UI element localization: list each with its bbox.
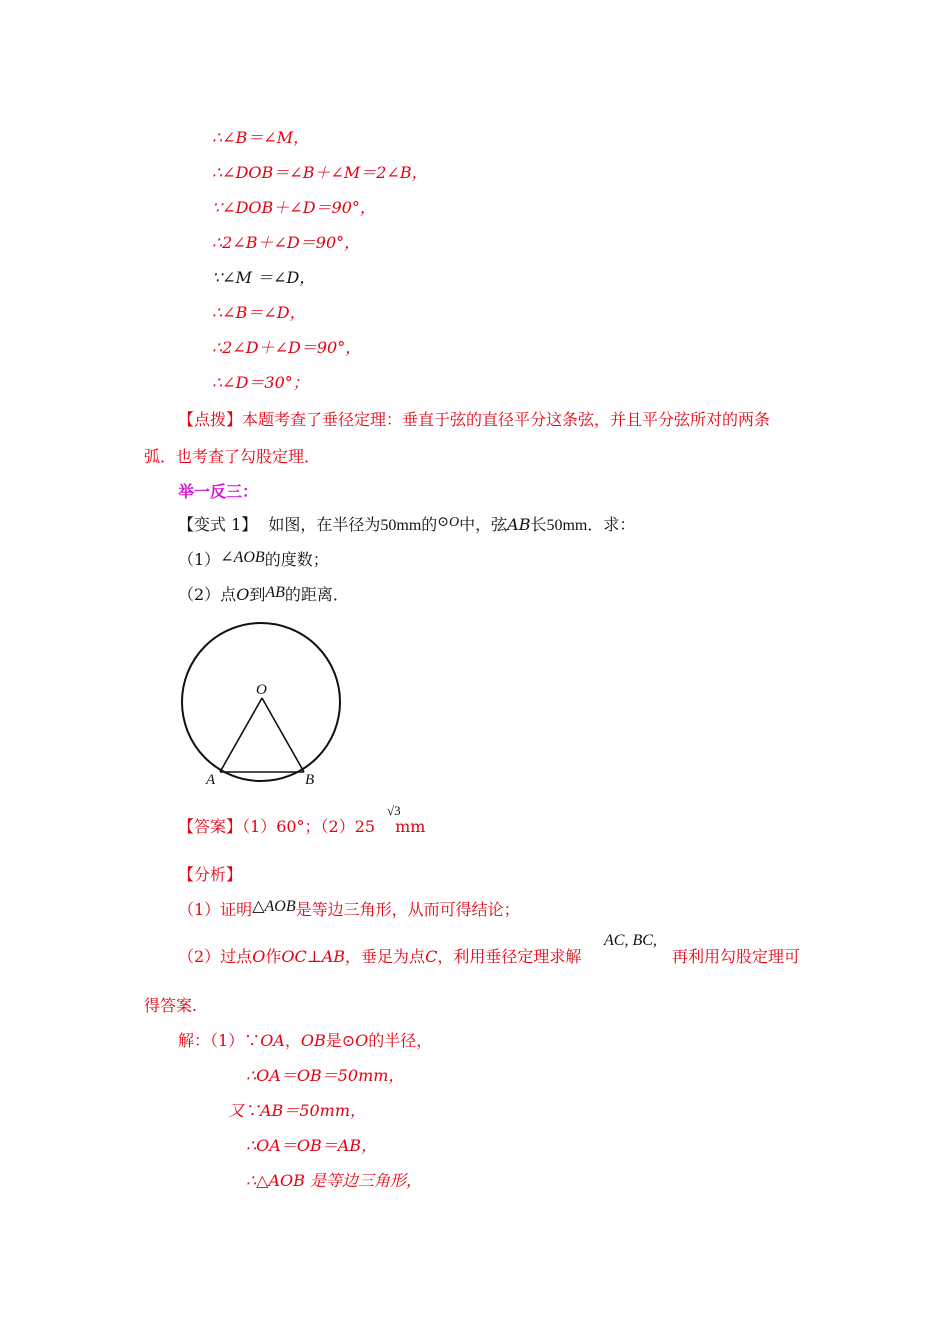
dianbo-tag: 【点拨】 <box>178 410 243 429</box>
q2-segment: AB <box>265 584 285 601</box>
section-title: 举一反三： <box>178 482 259 501</box>
variant-text-e: ．求： <box>587 515 636 534</box>
proof-step-2: ∴∠DOB＝∠B＋∠M＝2∠B， <box>212 163 428 182</box>
segment-ob <box>262 698 304 772</box>
analysis-p2-d: ，利用垂径定理求解 <box>437 947 582 966</box>
analysis-p2-c-point: C <box>425 947 438 966</box>
label-b: B <box>305 772 315 788</box>
variant-text-b: 的 <box>421 515 438 534</box>
variant-text-c: 中，弦 <box>459 515 508 534</box>
analysis-p2-a: （2）过点 <box>178 947 253 966</box>
proof-step-5: ∵∠M ＝∠D， <box>212 268 316 287</box>
analysis-p2 <box>178 947 581 967</box>
solution-step-1 <box>178 1031 432 1051</box>
dianbo-line-2: 弧．也考查了勾股定理． <box>144 447 321 466</box>
solution-step-2: ∴OA＝OB＝50mm， <box>246 1066 405 1085</box>
variant-text-d: 长 <box>530 515 547 534</box>
solution-step-5: ∴△AOB 是等边三角形， <box>246 1171 423 1190</box>
q1-number: （1） <box>178 550 221 569</box>
solution-s1-ob: OB <box>300 1031 326 1050</box>
solution-s1-oa: OA <box>260 1031 285 1050</box>
proof-step-7: ∴2∠D＋∠D＝90°， <box>212 338 362 357</box>
q2-number: （2）点 <box>178 585 237 604</box>
solution-s1-o: O <box>355 1031 369 1050</box>
proof-step-4: ∴2∠B＋∠D＝90°， <box>212 233 361 252</box>
solution-s1-b: 是⊙ <box>325 1031 356 1050</box>
answer-unit: mm <box>395 817 426 836</box>
answer-tag: 【答案】 <box>178 817 243 836</box>
q2-text: 的距离． <box>284 585 349 604</box>
analysis-p1-a: （1）证明 <box>178 900 253 919</box>
label-o: O <box>256 682 267 698</box>
question-2 <box>178 585 349 606</box>
analysis-tag: 【分析】 <box>178 865 243 884</box>
solution-s1-c: 的半径， <box>368 1031 433 1050</box>
variant-text-a: 如图，在半径为 <box>268 515 381 534</box>
q2-point: O <box>236 585 250 604</box>
analysis-p2-e: 再利用勾股定理可 <box>672 947 801 966</box>
solution-s1-sep: ， <box>284 1031 301 1050</box>
dianbo-line-1 <box>178 410 770 430</box>
analysis-p1 <box>178 900 520 921</box>
q1-angle: ∠AOB <box>220 549 265 566</box>
solution-step-4: ∴OA＝OB＝AB， <box>246 1136 378 1155</box>
proof-step-3: ∵∠DOB＋∠D＝90°， <box>212 198 376 217</box>
solution-step-3: 又∵AB＝50mm， <box>228 1101 367 1120</box>
proof-step-8: ∴∠D＝30°； <box>212 373 309 392</box>
solution-s1-a: 解：（1）∵ <box>178 1031 261 1050</box>
answer-part1: （1）60°；（2）25 <box>242 817 376 836</box>
variant-chord-length: 50mm <box>546 517 588 534</box>
question-1 <box>178 550 329 571</box>
analysis-p2-b: 作 <box>265 947 282 966</box>
dianbo-text-1: 本题考查了垂径定理：垂直于弦的直径平分这条弦，并且平分弦所对的两条 <box>242 410 771 429</box>
analysis-p2-line2: 得答案. <box>144 996 198 1015</box>
answer-sqrt: √3 <box>387 803 401 818</box>
segment-oa <box>220 698 262 772</box>
variant-radius: 50mm <box>380 517 422 534</box>
q2-mid: 到 <box>249 585 266 604</box>
variant-chord: AB <box>507 515 531 534</box>
variant-question <box>178 515 635 537</box>
proof-step-1: ∴∠B＝∠M， <box>212 128 310 147</box>
circle-o <box>182 623 340 781</box>
answer-line <box>178 817 425 837</box>
analysis-p2-segments: AC, BC, <box>604 932 657 949</box>
label-a: A <box>206 772 216 788</box>
analysis-p2-c: ，垂足为点 <box>345 947 426 966</box>
analysis-p2-perp: OC⊥AB <box>281 947 346 966</box>
analysis-p1-triangle: △AOB <box>252 898 296 915</box>
q1-text: 的度数； <box>264 550 329 569</box>
proof-step-6: ∴∠B＝∠D， <box>212 303 306 322</box>
analysis-p2-o: O <box>252 947 266 966</box>
variant-circle-symbol: ⊙O <box>437 515 460 530</box>
variant-tag: 【变式 1】 <box>178 515 258 534</box>
analysis-p1-b: 是等边三角形，从而可得结论； <box>295 900 520 919</box>
circle-figure <box>178 616 348 792</box>
